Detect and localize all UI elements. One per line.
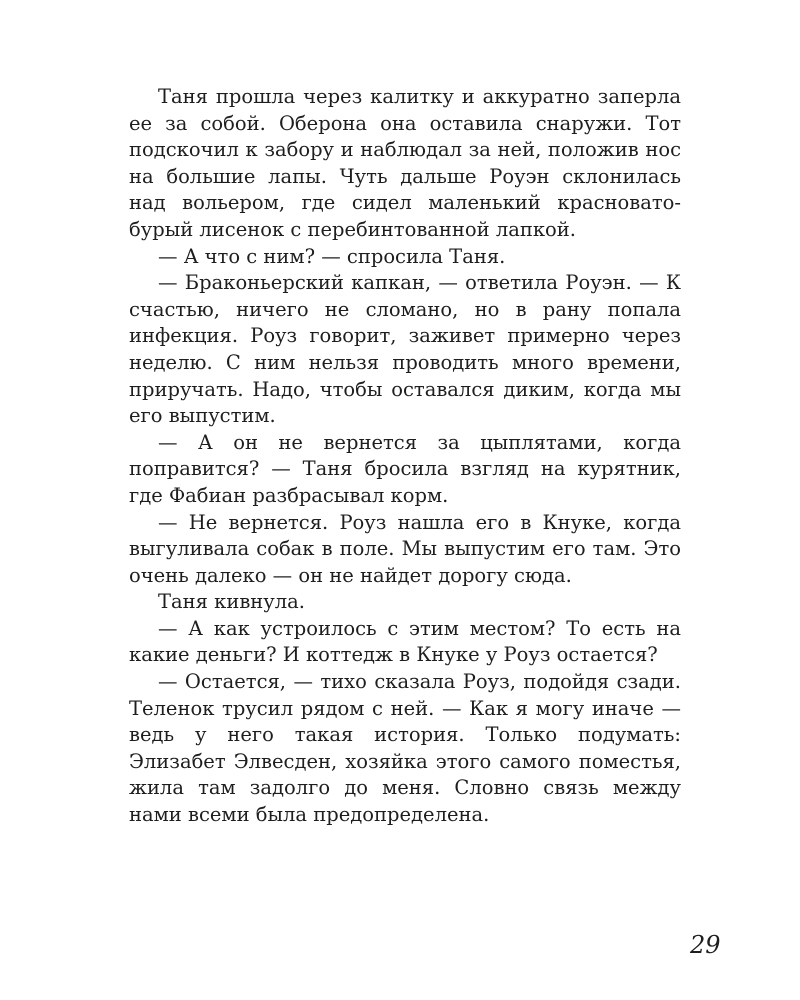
paragraph: Таня кивнула.: [158, 590, 305, 614]
paragraph: — А он не вернется за цыплятами, когда поправится? — Таня бросила взгляд на курятник, где Фабиан разбрасывал корм.: [129, 430, 681, 507]
paragraph: — А что с ним? — спросила Таня.: [158, 244, 506, 268]
page-number: 29: [690, 931, 721, 959]
body-text: [129, 84, 681, 829]
paragraph: — А как устроилось с этим местом? То есть на какие деньги? И коттедж в Кнуке у Роуз остается?: [129, 616, 681, 667]
paragraph: — Не вернется. Роуз нашла его в Кнуке, когда выгуливала собак в поле. Мы выпустим его там. Это очень далеко — он не найдет дорогу сюда.: [129, 510, 681, 587]
paragraph: — Остается, — тихо сказала Роуз, подойдя сзади. Теленок трусил рядом с ней. — Как я могу иначе — ведь у него такая история. Только подумать: Элизабет Элвесден, хозяйка этого самого поместья, жила там задолго до меня. Словно связь между нами всеми была предопределена.: [129, 670, 681, 827]
paragraph: — Браконьерский капкан, — ответила Роуэн. — К счастью, ничего не сломано, но в рану попала инфекция. Роуз говорит, заживет примерно через неделю. С ним нельзя проводить много времени, приручать. Надо, чтобы оставался диким, когда мы его выпустим.: [129, 271, 681, 428]
paragraph: Таня прошла через калитку и аккуратно заперла ее за собой. Оберона она оставила снаружи. Тот подскочил к забору и наблюдал за ней, положив нос на большие лапы. Чуть дальше Роуэн склонилась над вольером, где сидел маленький красновато-бурый лисенок с перебинтованной лапкой.: [129, 85, 681, 241]
